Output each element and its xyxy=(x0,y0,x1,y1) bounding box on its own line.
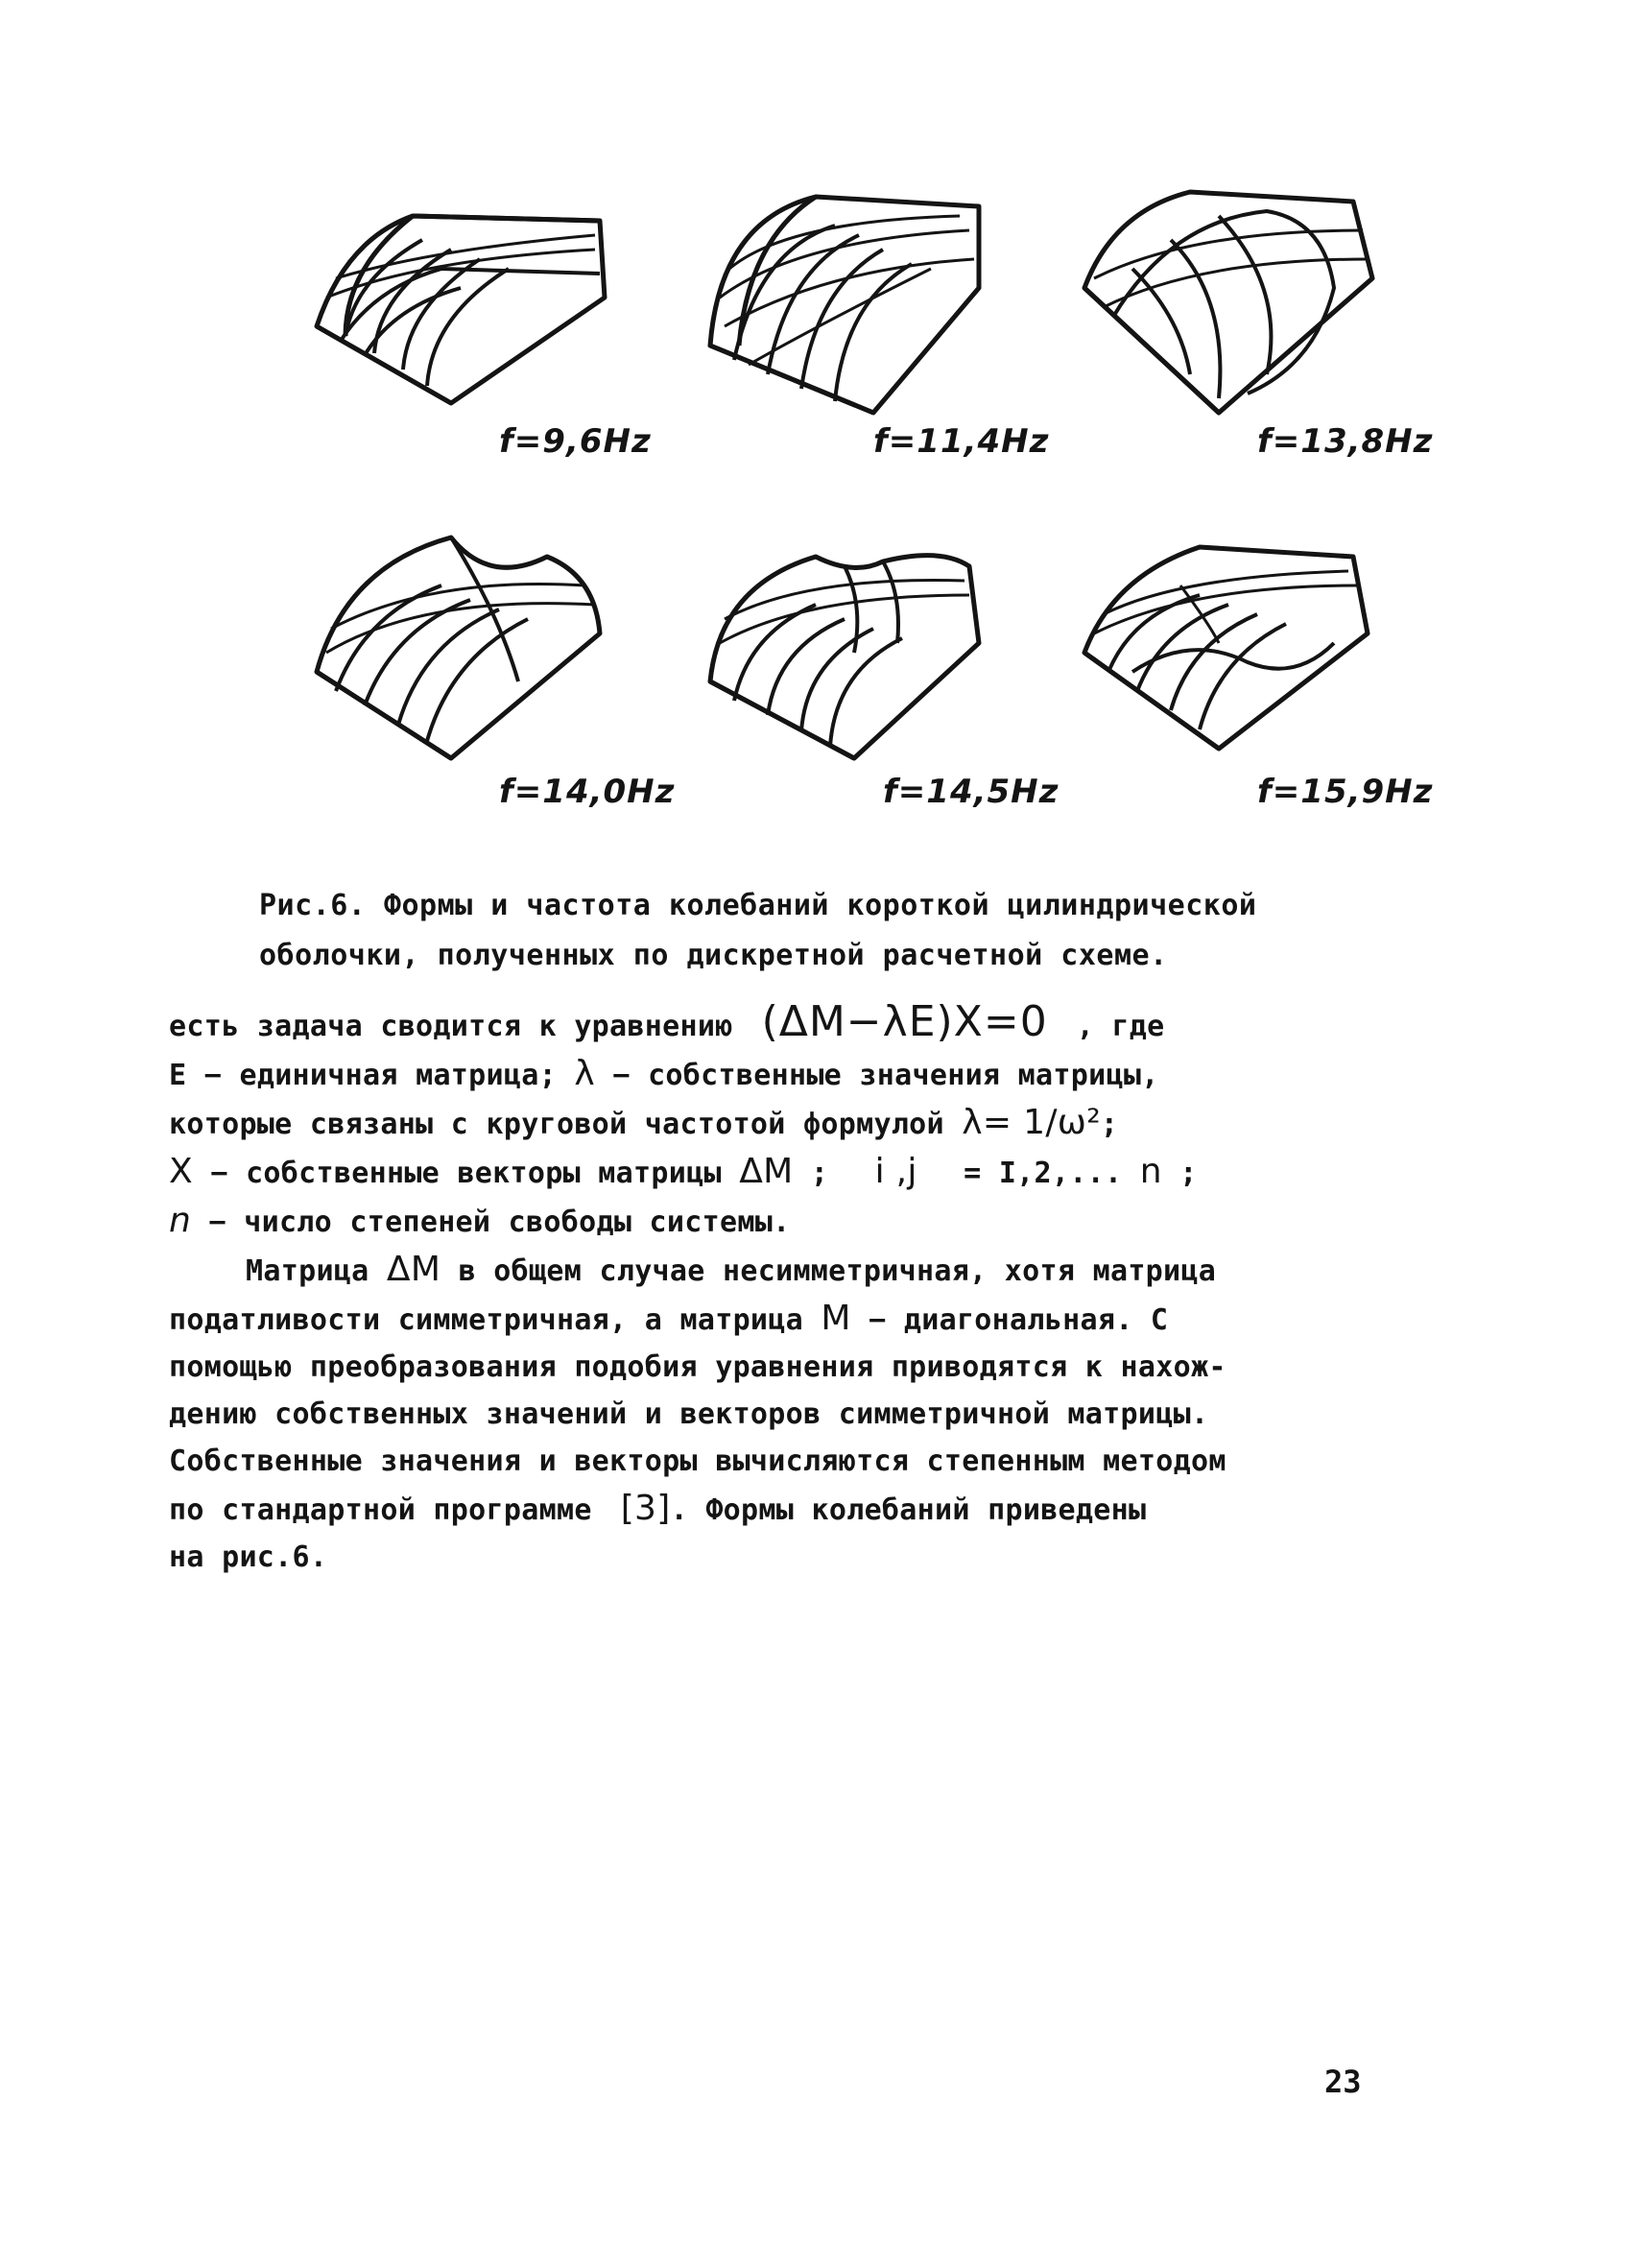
frequency-label: f=9,6Hz xyxy=(499,422,652,461)
paragraph-1-line-1: есть задача сводится к уравнению (ΔM−λE)X=0 , где xyxy=(169,997,1165,1046)
mode-shape-5 xyxy=(691,528,1094,816)
mode-shape-3 xyxy=(1075,182,1478,470)
frequency-formula: λ= 1/ω² xyxy=(962,1103,1101,1142)
paragraph-1-line-2: E − единичная матрица; λ − собственные значения матрицы, xyxy=(169,1054,1159,1093)
paragraph-2-line-2: податливости симметричная, а матрица M − диагональная. С xyxy=(169,1299,1169,1338)
reference-citation: [3] xyxy=(620,1489,671,1528)
paragraph-2-line-7: на рис.6. xyxy=(169,1540,328,1574)
paragraph-2-line-5: Собственные значения и векторы вычисляются степенным методом xyxy=(169,1444,1226,1478)
mode-shape-2 xyxy=(691,182,1094,470)
mode-shape-6 xyxy=(1075,528,1478,816)
paragraph-2-line-6: по стандартной программе [3]. Формы колебаний приведены xyxy=(169,1489,1147,1528)
paragraph-2-line-4: дению собственных значений и векторов симметричной матрицы. xyxy=(169,1397,1209,1431)
paragraph-1-line-5: n − число степеней свободы системы. xyxy=(169,1201,791,1240)
body-text xyxy=(169,998,1474,1581)
paragraph-2-line-1: Матрица ΔM в общем случае несимметричная, хотя матрица xyxy=(246,1250,1217,1289)
mode-shape-1 xyxy=(307,182,710,470)
paragraph-2-line-3: помощью преобразования подобия уравнения приводятся к нахож- xyxy=(169,1350,1226,1384)
caption-line-1: Рис.6. Формы и частота колебаний короткой цилиндрической xyxy=(259,889,1257,922)
paragraph-1-line-4: X − собственные векторы матрицы ΔM ; i ,j = I,2,... n ; xyxy=(169,1152,1198,1191)
equation: (ΔM−λE)X=0 xyxy=(761,997,1048,1046)
frequency-label: f=14,0Hz xyxy=(499,773,676,811)
mode-shape-4 xyxy=(307,528,710,816)
figure-caption xyxy=(259,881,1468,981)
frequency-label: f=15,9Hz xyxy=(1257,773,1434,811)
frequency-label: f=13,8Hz xyxy=(1257,422,1434,461)
page-number: 23 xyxy=(1324,2064,1362,2100)
caption-line-2: оболочки, полученных по дискретной расчетной схеме. xyxy=(259,939,1168,972)
frequency-label: f=14,5Hz xyxy=(883,773,1060,811)
mode-shapes-figure xyxy=(288,163,1488,854)
frequency-label: f=11,4Hz xyxy=(873,422,1050,461)
paragraph-1-line-3: которые связаны с круговой частотой формулой λ= 1/ω²; xyxy=(169,1103,1119,1142)
